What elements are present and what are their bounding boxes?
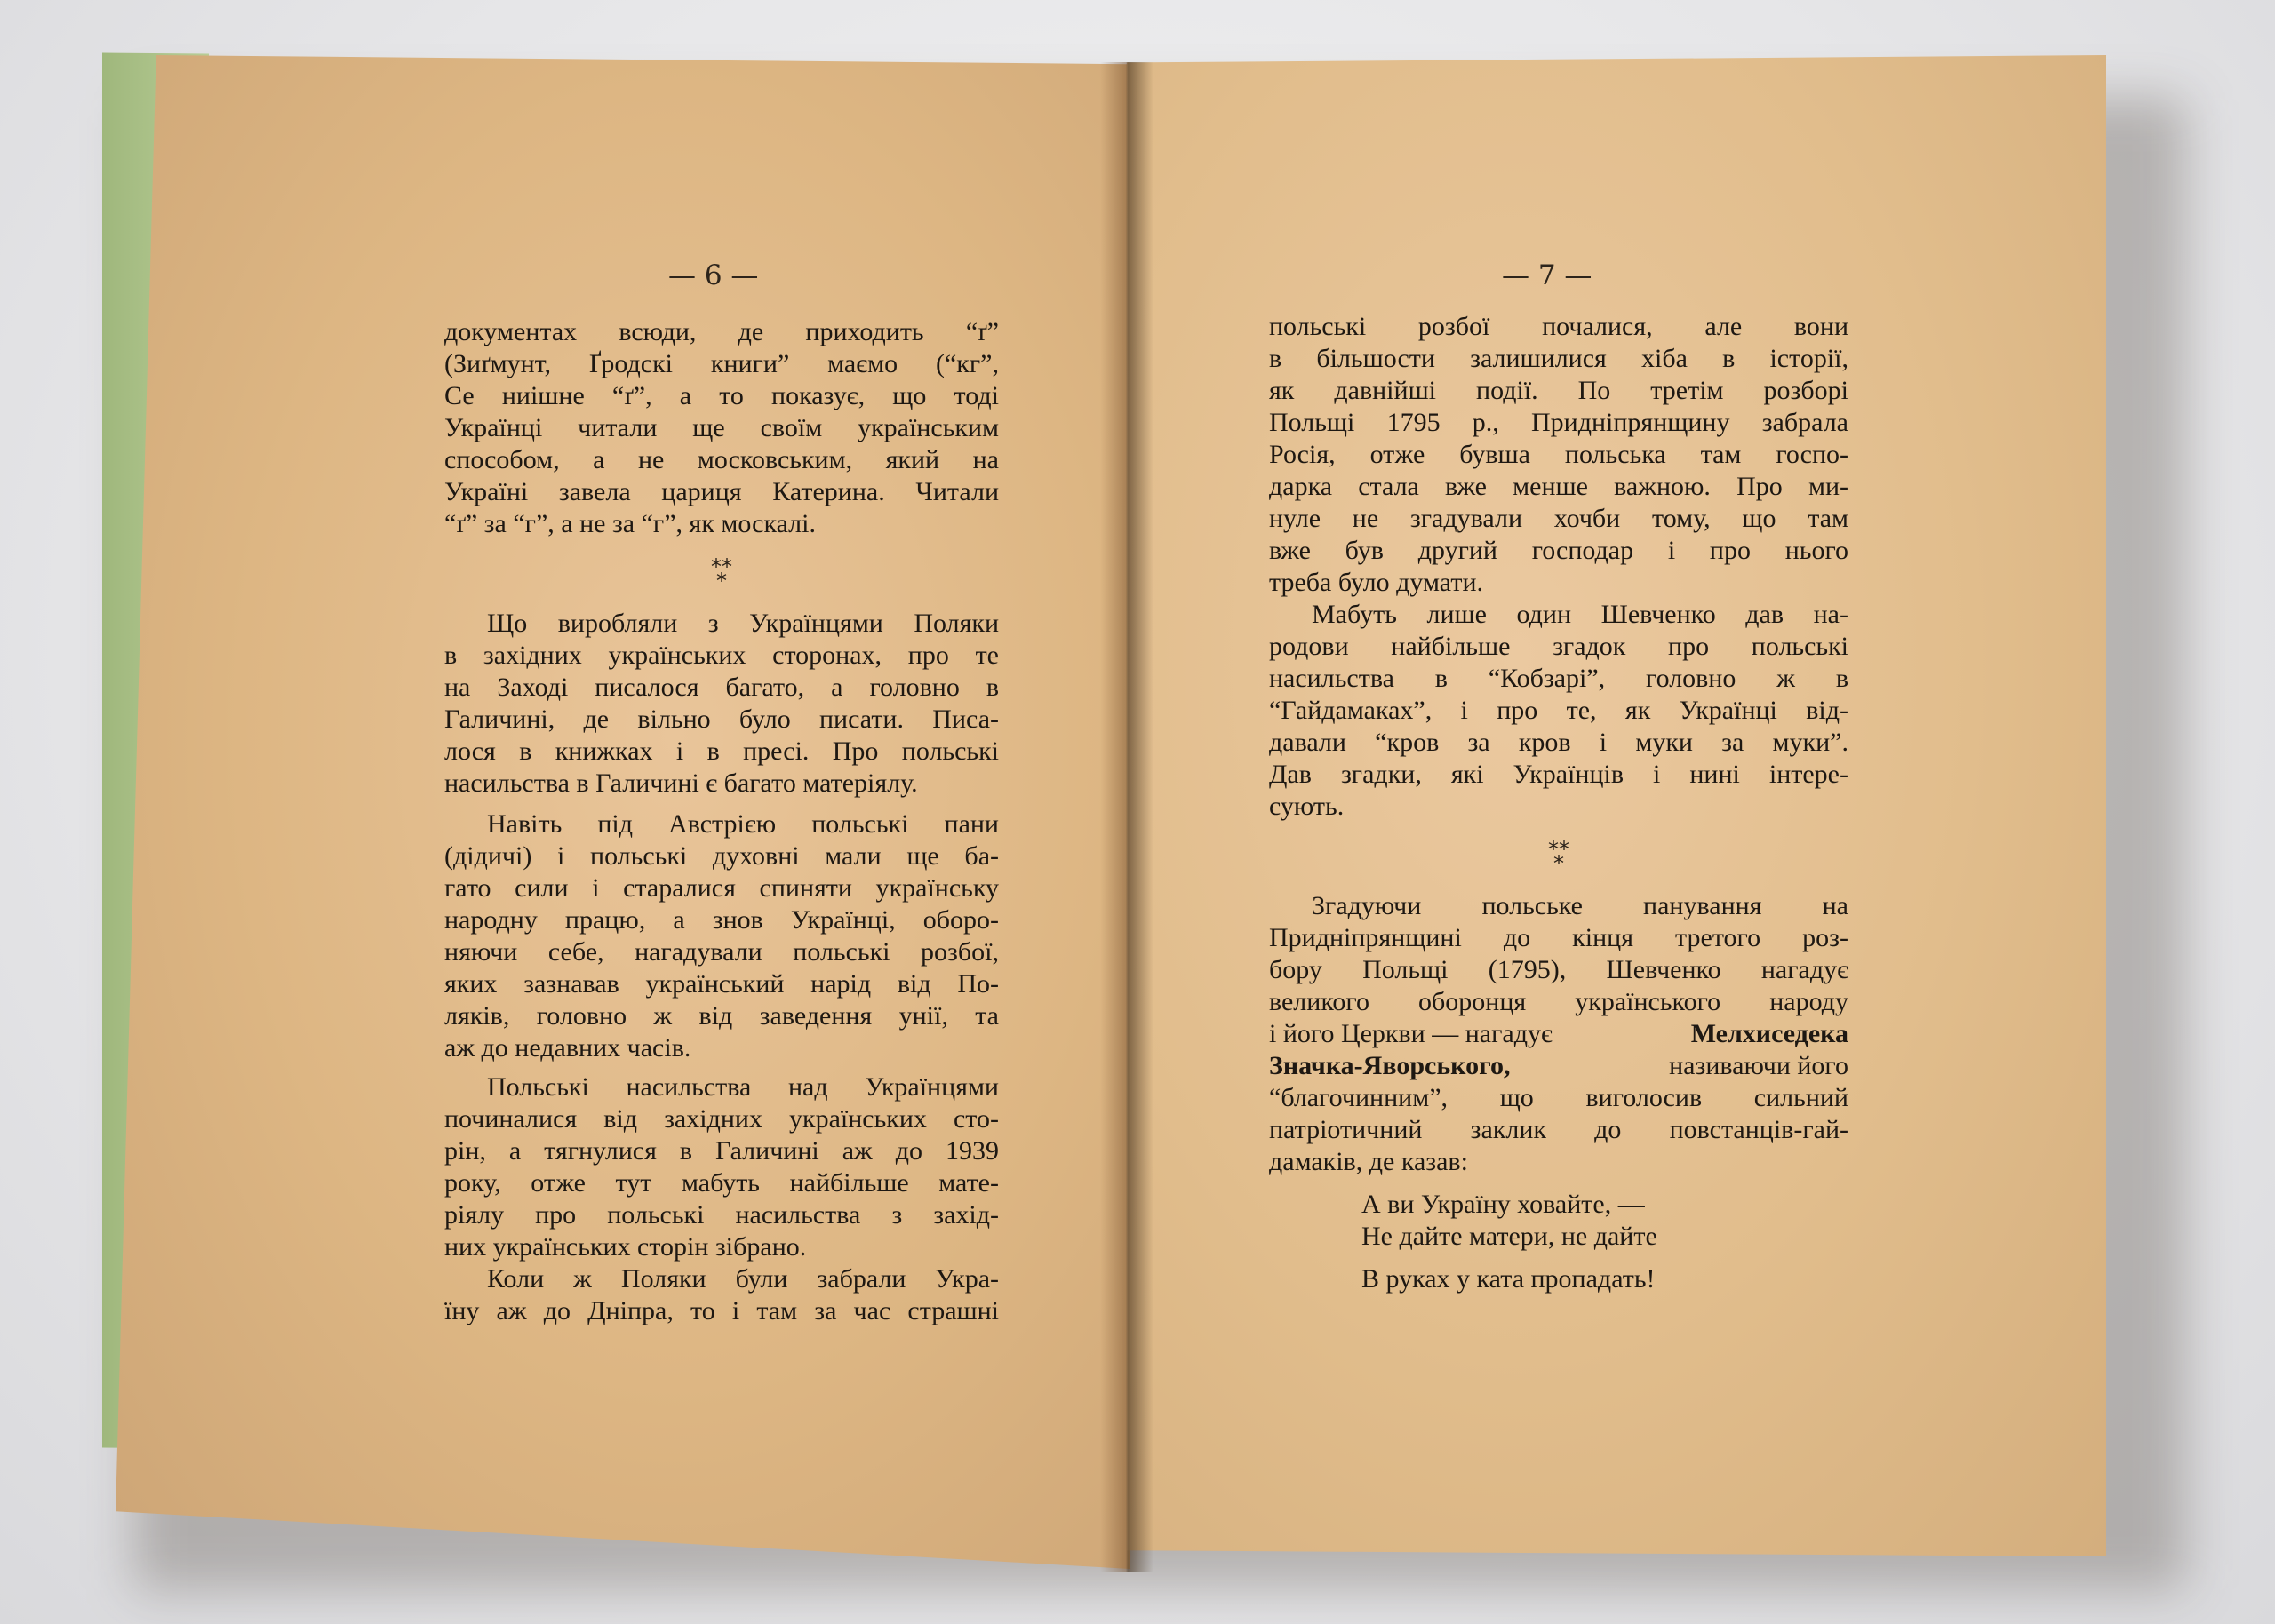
- text-line: вже був другий господар і про нього: [1269, 536, 1848, 565]
- verse-line: Не дайте матери, не дайте: [1361, 1222, 1657, 1251]
- text-line: року, отже тут мабуть найбільше мате-: [444, 1168, 999, 1198]
- text-line: рін, а тягнулися в Галичині аж до 1939: [444, 1136, 999, 1166]
- text-line: “Гайдамаках”, і про те, як Українці від-: [1269, 696, 1848, 725]
- asterism-separator: ** *: [711, 554, 732, 593]
- text-line: аж до недавних часів.: [444, 1033, 691, 1063]
- text-line: них українських сторін зібрано.: [444, 1232, 807, 1262]
- text-line: в більшости залишилися хіба в історії,: [1269, 344, 1848, 373]
- text-line: польські розбої почалися, але вони: [1269, 312, 1848, 341]
- text-line: (Зиґмунт, Ґродскі книги” маємо (“кг”,: [444, 349, 999, 378]
- right-page-text: [1269, 311, 1848, 1295]
- left-opening-paragraph: [444, 316, 999, 540]
- text-line: їну аж до Дніпра, то і там за час страшні: [444, 1296, 999, 1325]
- left-paragraph-2: [444, 808, 999, 1064]
- text-line: лося в книжках і в пресі. Про польські: [444, 736, 999, 766]
- text-line: патріотичний заклик до повстанців-гай-: [1269, 1115, 1848, 1144]
- text-line: способом, а не московським, який на: [444, 445, 999, 474]
- text-line: як давнійші події. По третім розборі: [1269, 376, 1848, 405]
- text-line: [1269, 1018, 1848, 1050]
- text-line: “благочинним”, що виголосив сильний: [1269, 1083, 1848, 1112]
- text-line: дамаків, де казав:: [1269, 1147, 1468, 1176]
- left-paragraph-4: [444, 1263, 999, 1327]
- text-line: великого оборонця українського народу: [1269, 987, 1848, 1016]
- right-paragraph-3: [1269, 890, 1848, 1178]
- left-paragraph-3: [444, 1071, 999, 1263]
- text-line: гато сили і старалися спиняти українську: [444, 873, 999, 903]
- text-line: на Заході писалося багато, а головно в: [444, 673, 999, 702]
- text-line: Українці читали ще своїм українським: [444, 413, 999, 442]
- left-paragraph-1: [444, 608, 999, 800]
- text-line: Се ниішне “ґ”, а то показує, що тоді: [444, 381, 999, 410]
- text-line: (дідичі) і польські духовні мали ще ба-: [444, 841, 999, 871]
- left-page-text: [444, 316, 999, 1327]
- text-line: Згадуючи польське панування на: [1312, 891, 1848, 920]
- verse-line: В руках у ката пропадать!: [1361, 1264, 1656, 1294]
- text-line: Дав згадки, які Українців і нині інтере-: [1269, 760, 1848, 789]
- text-line: Польські насильства над Українцями: [487, 1072, 999, 1102]
- text-line: Польщі 1795 р., Придніпрянщину забрала: [1269, 408, 1848, 437]
- text-line: [1269, 1050, 1848, 1082]
- text-line: Україні завела цариця Катерина. Читали: [444, 477, 999, 506]
- text-line: ляків, головно ж від заведення унії, та: [444, 1001, 999, 1031]
- text-line: насильства в “Кобзарі”, головно ж в: [1269, 664, 1848, 693]
- text-line: в західних українських сторонах, про те: [444, 641, 999, 670]
- right-paragraph-1: [1269, 311, 1848, 599]
- text-line: ріялу про польські насильства з захід-: [444, 1200, 999, 1230]
- text-line: Придніпрянщині до кінця третого роз-: [1269, 923, 1848, 952]
- right-page-number: — 7 —: [1502, 259, 1592, 291]
- bold-name: Значка-Яворського,: [1269, 1051, 1511, 1080]
- text-line: родови найбільше згадок про польські: [1269, 632, 1848, 661]
- text-line: насильства в Галичині є багато матеріялу.: [444, 768, 918, 798]
- text-line: документах всюди, де приходить “ґ”: [444, 317, 999, 346]
- text-line: дарка стала вже менше важною. Про ми-: [1269, 472, 1848, 501]
- text-line: сують.: [1269, 792, 1345, 821]
- poem-quote: [1269, 1189, 1848, 1295]
- text-line: народну працю, а знов Українці, оборо-: [444, 905, 999, 935]
- text-line: Росія, отже бувша польська там госпо-: [1269, 440, 1848, 469]
- text-line: треба було думати.: [1269, 568, 1483, 597]
- right-paragraph-2: [1269, 599, 1848, 823]
- text-line: бору Польщі (1795), Шевченко нагадує: [1269, 955, 1848, 984]
- text-line: Мабуть лише один Шевченко дав на-: [1312, 600, 1848, 629]
- text-line: Що виробляли з Українцями Поляки: [487, 609, 999, 638]
- text-fragment: називаючи його: [1669, 1051, 1848, 1080]
- text-line: Галичині, де вільно було писати. Писа-: [444, 705, 999, 734]
- book-gutter: [1100, 62, 1153, 1572]
- text-fragment: і його Церкви — нагадує: [1269, 1019, 1553, 1048]
- text-line: Навіть під Австрією польські пани: [487, 809, 999, 839]
- asterism-separator: ** *: [1548, 837, 1569, 876]
- bold-name: Мелхиседека: [1690, 1019, 1848, 1048]
- text-line: “ґ” за “г”, а не за “г”, як москалі.: [444, 509, 816, 538]
- text-line: починалися від західних українських сто-: [444, 1104, 999, 1134]
- text-line: яких зазнавав український нарід від По-: [444, 969, 999, 999]
- text-line: Коли ж Поляки були забрали Укра-: [487, 1264, 999, 1294]
- text-line: нуле не згадували хочби тому, що там: [1269, 504, 1848, 533]
- text-line: давали “кров за кров і муки за муки”.: [1269, 728, 1848, 757]
- text-line: няючи себе, нагадували польські розбої,: [444, 937, 999, 967]
- left-page-number: — 6 —: [668, 259, 759, 291]
- verse-line: А ви Україну ховайте, —: [1361, 1190, 1645, 1219]
